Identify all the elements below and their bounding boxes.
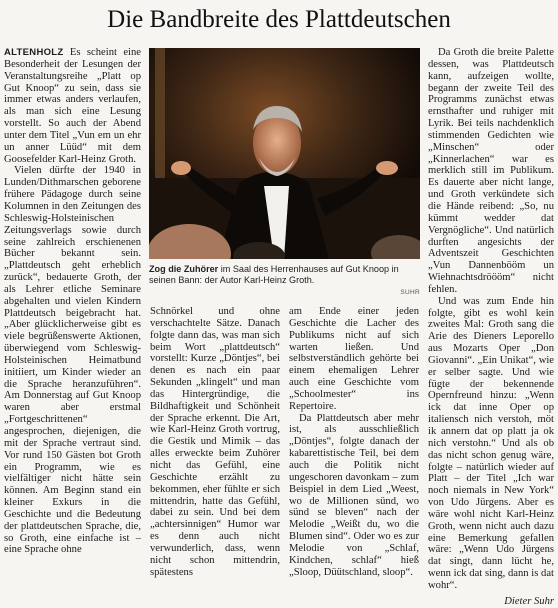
paragraph: Da Groth die breite Palette dessen, was Plattdeutsch kann, aufzeigen wollte, begann der zweite Teil des Programms zunächst etwas ernsthafter und ruhiger mit Lyrik. Bei teils nachdenklich stimmenden Gedichten wie „Minschen“ oder „Kinnerlachen“ war es merklich still im Publikum. Es dauerte aber nicht lange, und Groth verkündete sich die Hände reibend: „So, nu kümmt wedder dat Vergnögliche“. Und natürlich durften angesichts der Adventszeit Geschichten „Vun Dannenbööm un Wiehnachtsdröööm“ nicht fehlen. bbox=[428, 47, 554, 295]
paragraph: Vielen dürfte der 1940 in Lunden/Dithmarschen geborene frühere Pädagoge durch seine Kolumnen in den Zeitungen des Schleswig-Holsteinischen Zeitungsverlags sowie durch seine zahlreich erschienenen Bücher bekannt sein. „Plattdeutsch geht erheblich zurück“, bedauerte Groth, der als Lehrer etliche Seminare abgehalten und vielen Kindern Plattdeutsch beigebracht hat. „Aber glücklicherweise gibt es viele begrüßenswerte Aktionen, überwiegend vom Schleswig-Holsteinischen Heimatbund initiiert, um Kinder wieder an die Sprache heranzuführen“. Am Donnerstag auf Gut Knoop waren aber erstmal „Fortgeschrittenen“ angesprochen, diejenigen, die mit der Sprache vertraut sind. Vor rund 150 Gästen bot Groth ein Programm, wie es vielfältiger nicht hätte sein können. Am Beginn stand ein kleiner Exkurs in die Geschichte und die Bedeutung der plattdeutschen Sprache, die, so Groth, eine einfache ist – eine Sprache ohne bbox=[4, 165, 141, 556]
article-column-1 bbox=[4, 47, 141, 556]
article-column-4 bbox=[428, 47, 554, 608]
author-signature: Dieter Suhr bbox=[504, 595, 554, 607]
caption-text: im Saal des Herrenhauses auf Gut Knoop in seinen Bann: der Autor Karl-Heinz Groth. bbox=[149, 264, 399, 285]
article-column-3 bbox=[289, 306, 419, 578]
speaker-photo-illustration bbox=[149, 48, 420, 259]
paragraph: am Ende einer jeden Geschichte die Lacher des Publikums nicht auf sich warten ließen. Und selbstverständlich gehörte bei einem ehemaligen Lehrer auch eine Geschichte vom „Schoolmester“ ins Repertoire. bbox=[289, 306, 419, 412]
dateline: ALTENHOLZ bbox=[4, 47, 64, 58]
lead-text: Es scheint eine Besonderheit der Lesungen der Veranstaltungsreihe „Platt op Gut Knoop“ zu sein, dass sie immer etwas anders verlaufen, als man sich eine Lesung vorstellt. So auch der Abend unter dem Titel „Vun em un ehr un anner Lüüd“ mit dem Goosefelder Karl-Heinz Groth. bbox=[4, 47, 141, 165]
caption-lead: Zog die Zuhörer bbox=[149, 264, 219, 274]
photo-credit: SUHR bbox=[400, 289, 420, 296]
article-column-2 bbox=[150, 306, 280, 578]
photo-caption bbox=[149, 264, 420, 286]
paragraph: Da Plattdeutsch aber mehr ist, als ausschließlich „Döntjes“, folgte danach der kabarettistische Teil, bei dem auch die Politik nicht ungeschoren davonkam – zum Beispiel in dem Lied „Weest, wo de Millionen sünd, wo sünd se bleven“ nach der Melodie „Weißt du, wo die Blumen sind“. Oder wo es zur Melodie von „Schlaf, Kindchen, schlaf“ hieß „Sloop, Düütschland, sloop“. bbox=[289, 412, 419, 578]
headline: Die Bandbreite des Plattdeutschen bbox=[107, 6, 451, 33]
article-photo bbox=[149, 48, 420, 259]
paragraph: Und was zum Ende hin folgte, gibt es wohl kein zweites Mal: Groth sang die Arie des Dieners Leporello aus Mozarts Oper „Don Giovanni“. „Ein Unikat“, wie er selber sagte. Und wie fügte der bekennende Opernfreund hinzu: „Wenn ick dat inne Oper op italiensch nich verstoh, möt ik annern dat op platt ja ok nich verstohn.“ Und als ob das nicht schon genug wäre, folgte – natürlich wieder auf Platt – der Titel „Ich war noch niemals in New York“ von Udo Jürgens. Aber es wäre wohl nicht Karl-Heinz Groth, wenn nicht auch dazu eine Bemerkung gefallen wäre: „Wenn Udo Jürgens dat singt, dann lücht he, wenn ick dat sing, dann is dat wohr“. bbox=[428, 295, 554, 591]
lead-paragraph bbox=[4, 47, 141, 165]
paragraph: Schnörkel und ohne verschachtelte Sätze. Danach folgte dann das, was man sich beim Wort „plattdeutsch“ vorstellt: Kurze „Döntjes“, bei denen es nach ein paar Sekunden „klingelt“ und man das Hintergründige, die Bildhaftigkeit und Schönheit der Sprache erkennt. Die Art, wie Karl-Heinz Groth vortrug, die Gestik und Mimik – das alles erweckte beim Zuhörer nicht das Gefühl, eine Geschichte erzählt zu bekommen, eher fühlte er sich mittendrin, hatte das Gefühl, dabei zu sein. Und bei dem „achtersinnigen“ Humor war es denn auch nicht verwunderlich, dass, wenn nicht schon mittendrin, spätestens bbox=[150, 306, 280, 578]
